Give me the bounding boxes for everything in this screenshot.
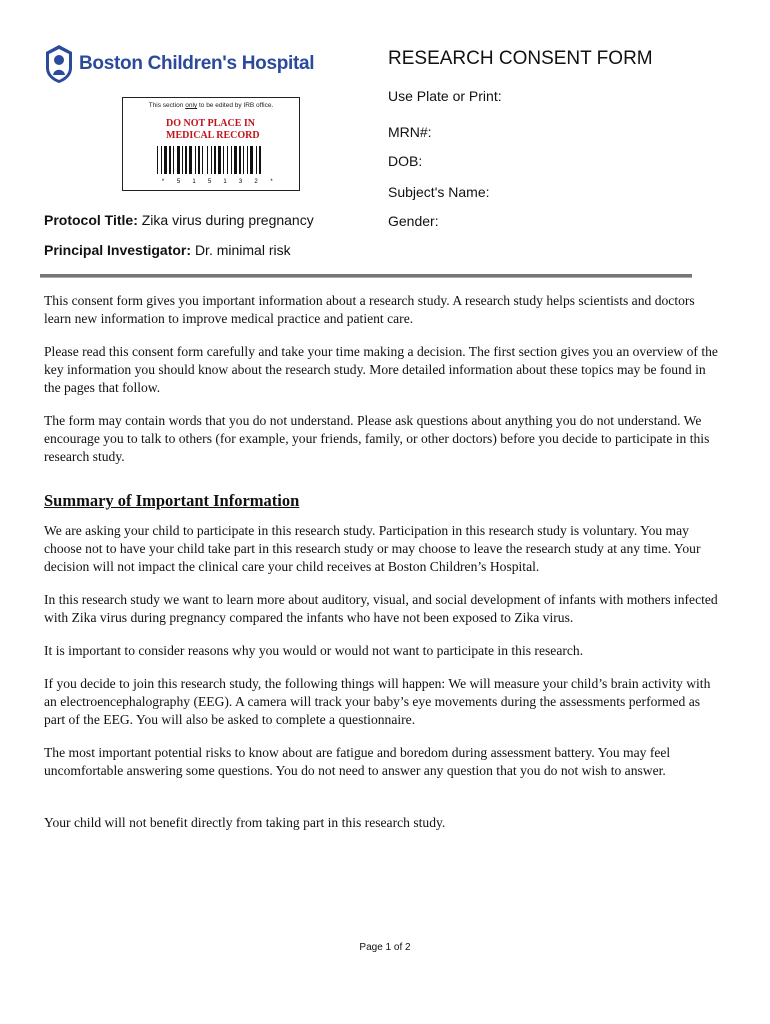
- irb-note: This section only to be edited by IRB office.: [148, 102, 274, 109]
- barcode-bar: [195, 146, 196, 174]
- hospital-name: Boston Children's Hospital: [79, 53, 315, 74]
- hospital-seal-icon: [44, 44, 74, 84]
- plate-instruction: Use Plate or Print:: [388, 88, 502, 104]
- barcode-bar: [234, 146, 237, 174]
- mrn-field: MRN#:: [388, 124, 432, 140]
- consider-reasons-paragraph: It is important to consider reasons why you would or would not want to participate in this research.: [44, 643, 584, 658]
- medical-record-warning: DO NOT PLACE IN MEDICAL RECORD: [166, 118, 260, 141]
- barcode-bar: [247, 146, 248, 174]
- read-carefully-paragraph: Please read this consent form carefully and take your time making a decision. The first section gives you an overview of the key information you should know about the research study. More detailed information about these topics may be found in the pages that follow.: [44, 344, 718, 395]
- barcode-bar: [189, 146, 192, 174]
- irb-section-box: [122, 97, 300, 191]
- barcode-digit: *: [270, 179, 273, 185]
- participation-paragraph: We are asking your child to participate in this research study. Participation in this research study is voluntary. You may choose not to have your child take part in this research study or may choose to leave the research study at any time. Your decision will not impact the clinical care your child receives at Boston Children’s Hospital.: [44, 523, 701, 574]
- procedures-paragraph: If you decide to join this research study, the following things will happen: We will measure your child’s brain activity with an electroencephalography (EEG). A camera will track your baby’s eye movements during the assessments performed as part of the EEG. You will also be asked to complete a questionnaire.: [44, 676, 711, 727]
- barcode-digit: 1: [192, 179, 196, 185]
- barcode-bar: [164, 146, 167, 174]
- benefits-paragraph: Your child will not benefit directly from taking part in this research study.: [44, 815, 446, 830]
- protocol-title: Protocol Title: Zika virus during pregnancy: [44, 212, 314, 228]
- barcode-bar: [259, 146, 261, 174]
- barcode-bar: [223, 146, 224, 174]
- barcode-bar: [256, 146, 257, 174]
- header-divider: [40, 274, 692, 278]
- barcode-digit: 1: [223, 179, 227, 185]
- consent-body: [44, 292, 722, 847]
- barcode-digit: 2: [254, 179, 258, 185]
- barcode-bar: [218, 146, 221, 174]
- barcode-bar: [202, 146, 203, 174]
- barcode-bar: [177, 146, 180, 174]
- summary-heading: Summary of Important Information: [44, 491, 300, 510]
- barcode-bar: [214, 146, 216, 174]
- hospital-logo: [44, 44, 314, 84]
- barcode-bar: [211, 146, 212, 174]
- barcode-bar: [169, 146, 171, 174]
- barcode-digit: 3: [238, 179, 243, 185]
- barcode-bar: [182, 146, 183, 174]
- intro-paragraph: This consent form gives you important information about a research study. A research study helps scientists and doctors learn new information to improve medical practice and patient care.: [44, 293, 695, 326]
- barcode-bar: [250, 146, 253, 174]
- barcode-bar: [243, 146, 244, 174]
- barcode-bar: [239, 146, 241, 174]
- barcode-bar: [198, 146, 200, 174]
- barcode-bar: [185, 146, 187, 174]
- barcode-bar: [227, 146, 228, 174]
- subject-name-field: Subject's Name:: [388, 184, 490, 200]
- barcode-bar: [207, 146, 208, 174]
- dob-field: DOB:: [388, 153, 423, 169]
- barcode-bar: [157, 146, 158, 174]
- barcode-digit: 5: [176, 179, 181, 185]
- barcode-bar: [173, 146, 174, 174]
- barcode-bar: [161, 146, 162, 174]
- barcode-digit: *: [161, 179, 165, 185]
- principal-investigator: Principal Investigator: Dr. minimal risk: [44, 242, 291, 258]
- page-number: Page 1 of 2: [359, 942, 411, 953]
- barcode: [155, 146, 281, 186]
- barcode-bar: [231, 146, 232, 174]
- risks-paragraph: The most important potential risks to know about are fatigue and boredom during assessment battery. You may feel uncomfortable answering some questions. You do not need to answer any question that you do not wish to answer.: [44, 745, 671, 778]
- barcode-digit: 5: [207, 179, 212, 185]
- study-purpose-paragraph: In this research study we want to learn more about auditory, visual, and social development of infants with mothers infected with Zika virus during pregnancy compared the infants who have not been exposed to Zika virus.: [44, 592, 718, 625]
- gender-field: Gender:: [388, 213, 439, 229]
- ask-questions-paragraph: The form may contain words that you do not understand. Please ask questions about anything you do not understand. We encourage you to talk to others (for example, your friends, family, or other doctors) before you decide to participate in this research study.: [44, 413, 710, 464]
- form-title: RESEARCH CONSENT FORM: [388, 48, 653, 69]
